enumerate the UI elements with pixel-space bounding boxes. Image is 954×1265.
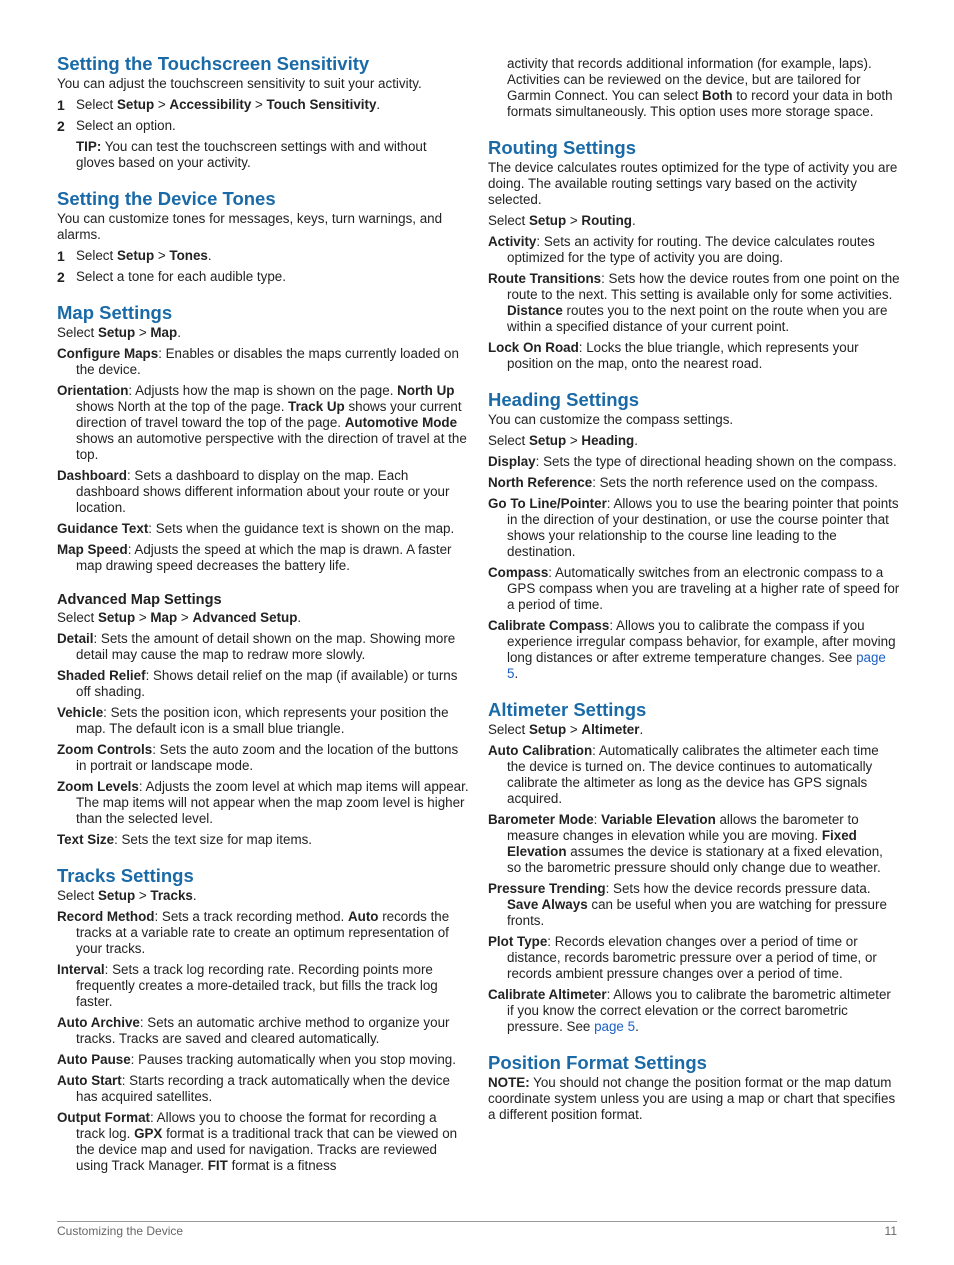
heading-goto: Go To Line/Pointer: Allows you to use the bearing pointer that points in the direction of your destination, or use the course pointer that shows your relationship to the course line leading to the destination. (488, 496, 899, 559)
heading-touchscreen: Setting the Touchscreen Sensitivity (57, 53, 370, 74)
heading-north: North Reference: Sets the north reference used on the compass. (488, 475, 879, 490)
tracks-start: Auto Start: Starts recording a track automatically when the device has acquired satellites. (57, 1073, 450, 1104)
altimeter-plot: Plot Type: Records elevation changes over a period of time or distance, records barometric pressure over a period of time, or records ambient pressure changes over a period of time. (488, 934, 877, 981)
section-tracks-continued (488, 56, 900, 120)
map-configure: Configure Maps: Enables or disables the maps currently loaded on the device. (57, 346, 459, 377)
right-column (488, 56, 900, 1128)
section-advanced-map (57, 590, 469, 848)
map-guidance: Guidance Text: Sets when the guidance text is shown on the map. (57, 521, 455, 536)
section-routing (488, 136, 900, 372)
map-orientation: Orientation: Adjusts how the map is shown on the page. North Up shows North at the top of the page. Track Up shows your current direction of travel toward the top of the page. Automotive Mode shows an automotive perspective with the direction of travel at the top. (57, 383, 467, 462)
page-5-link[interactable]: page 5 (507, 650, 886, 681)
section-map (57, 301, 469, 574)
section-tones (57, 187, 469, 285)
map-speed: Map Speed: Adjusts the speed at which the map is drawn. A faster map drawing speed decreases the battery life. (57, 542, 452, 573)
heading-routing: Routing Settings (488, 137, 636, 158)
section-touchscreen (57, 52, 469, 171)
routing-select: Select Setup > Routing. (488, 213, 636, 228)
advanced-vehicle: Vehicle: Sets the position icon, which represents your position the map. The default icon is a small blue triangle. (57, 705, 449, 736)
heading-advanced-map: Advanced Map Settings (57, 592, 222, 608)
footer-chapter-title: Customizing the Device (57, 1224, 184, 1238)
altimeter-calibrate: Calibrate Altimeter: Allows you to calibrate the barometric altimeter if you know the correct elevation or the correct barometric pressure. See page 5. (488, 987, 891, 1034)
heading-map: Map Settings (57, 302, 173, 323)
routing-intro: The device calculates routes optimized for the type of activity you are doing. The available routing settings vary based on the activity selected. (488, 160, 898, 207)
tracks-pause: Auto Pause: Pauses tracking automatically when you stop moving. (57, 1052, 456, 1067)
advanced-shaded: Shaded Relief: Shows detail relief on the map (if available) or turns off shading. (57, 668, 458, 699)
heading-heading: Heading Settings (488, 389, 640, 410)
heading-intro: You can customize the compass settings. (488, 412, 734, 427)
advanced-zoom-controls: Zoom Controls: Sets the auto zoom and the location of the buttons in portrait or landscape mode. (57, 742, 459, 773)
section-tracks (57, 864, 469, 1174)
section-heading (488, 388, 900, 682)
altimeter-baro: Barometer Mode: Variable Elevation allows the barometer to measure changes in elevation while you are moving. Fixed Elevation assumes the device is stationary at a fixed elevation, so the barometric pressure should only change due to weather. (488, 812, 883, 875)
left-column (57, 52, 469, 1179)
advanced-text-size: Text Size: Sets the text size for map items. (57, 832, 313, 847)
map-dashboard: Dashboard: Sets a dashboard to display on the map. Each dashboard shows different information about your route or your location. (57, 468, 450, 515)
heading-select: Select Setup > Heading. (488, 433, 638, 448)
altimeter-pressure: Pressure Trending: Sets how the device records pressure data. Save Always can be useful when you are watching for pressure fronts. (488, 881, 887, 928)
section-altimeter (488, 698, 900, 1035)
tracks-interval: Interval: Sets a track log recording rate. Recording points more frequently creates a more-detailed track, but fills the track log faster. (57, 962, 438, 1009)
footer-page-number: 11 (884, 1224, 897, 1238)
tracks-record: Record Method: Sets a track recording method. Auto records the tracks at a variable rate to create an optimum representation of your tracks. (57, 909, 450, 956)
tones-step-1: 1 Select Setup > Tones. (57, 248, 212, 264)
tracks-archive: Auto Archive: Sets an automatic archive method to organize your tracks. Tracks are saved and cleared automatically. (57, 1015, 450, 1046)
heading-display: Display: Sets the type of directional heading shown on the compass. (488, 454, 897, 469)
tones-step-2: 2 Select a tone for each audible type. (57, 269, 286, 285)
touch-intro: You can adjust the touchscreen sensitivity to suit your activity. (57, 76, 422, 91)
tracks-select: Select Setup > Tracks. (57, 888, 197, 903)
routing-transitions: Route Transitions: Sets how the device routes from one point on the route to the next. This setting is available only for some activities. Distance routes you to the next point on the route when you are within a specified distance of your current point. (488, 271, 900, 334)
tones-intro: You can customize tones for messages, keys, turn warnings, and alarms. (57, 211, 443, 242)
heading-calibrate: Calibrate Compass: Allows you to calibrate the compass if you experience irregular compass behavior, for example, after moving long distances or after extreme temperature changes. See page 5. (488, 618, 896, 681)
tracks-output-continued: activity that records additional information (for example, laps). Activities can be reviewed on the device, but are tailored for Garmin Connect. You can select Both to record your data in both formats simultaneously. This option uses more storage space. (507, 56, 893, 119)
altimeter-autocal: Auto Calibration: Automatically calibrates the altimeter each time the device is turned on. The device continues to automatically calibrate the altimeter as long as the device has GPS signals acquired. (488, 743, 879, 806)
heading-position-format: Position Format Settings (488, 1052, 707, 1073)
touch-step-2: 2 Select an option. (57, 118, 176, 134)
routing-activity: Activity: Sets an activity for routing. The device calculates routes optimized for the type of activity you are doing. (488, 234, 875, 265)
altimeter-select: Select Setup > Altimeter. (488, 722, 644, 737)
touch-step-1: 1 Select Setup > Accessibility > Touch Sensitivity. (57, 97, 381, 113)
advanced-detail: Detail: Sets the amount of detail shown on the map. Showing more detail may cause the map to redraw more slowly. (57, 631, 456, 662)
heading-tones: Setting the Device Tones (57, 188, 276, 209)
page-5-link[interactable]: page 5 (594, 1019, 636, 1034)
map-select: Select Setup > Map. (57, 325, 181, 340)
section-position-format (488, 1051, 900, 1123)
advanced-select: Select Setup > Map > Advanced Setup. (57, 610, 302, 625)
position-note: NOTE: You should not change the position format or the map datum coordinate system unless you are using a map or chart that specifies a different position format. (488, 1075, 896, 1122)
footer-divider (57, 1221, 897, 1222)
heading-tracks: Tracks Settings (57, 865, 194, 886)
tracks-output: Output Format: Allows you to choose the format for recording a track log. GPX format is a traditional track that can be viewed on the device map and used for navigation. Tracks are reviewed using Track Manager. FIT format is a fitness (57, 1110, 458, 1173)
routing-lock: Lock On Road: Locks the blue triangle, which represents your position on the map, onto the nearest road. (488, 340, 859, 371)
touch-tip: TIP: You can test the touchscreen settings with and without gloves based on your activity. (76, 139, 427, 170)
advanced-zoom-levels: Zoom Levels: Adjusts the zoom level at which map items will appear. The map items will not appear when the map zoom level is higher than the selected level. (57, 779, 469, 826)
heading-altimeter: Altimeter Settings (488, 699, 647, 720)
heading-compass: Compass: Automatically switches from an electronic compass to a GPS compass when you are traveling at a higher rate of speed for a period of time. (488, 565, 900, 612)
